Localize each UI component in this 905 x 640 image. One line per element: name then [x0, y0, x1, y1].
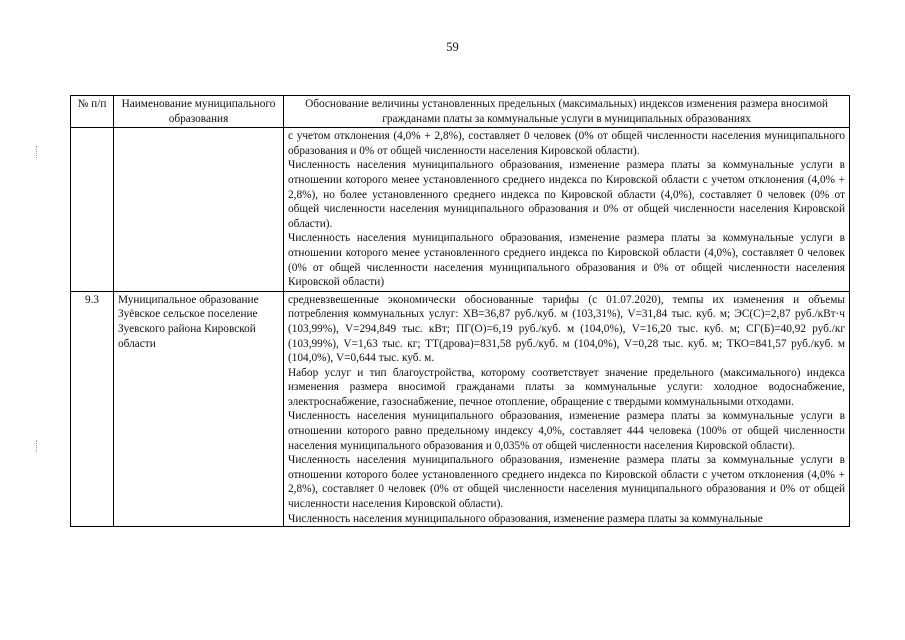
paragraph: Численность населения муниципального образования, изменение размера платы за коммунальные — [288, 512, 763, 525]
municipality-name — [114, 128, 284, 292]
scan-margin-mark-bottom — [36, 440, 38, 452]
table-row — [71, 128, 850, 292]
paragraph: Численность населения муниципального образования, изменение размера платы за коммунальные услуги в отношении которого равно предельному индексу 4,0%, составляет 444 человека (100% от общей численности населения муниципального образования и 0,035% от общей численности населения Кировской области). — [288, 410, 845, 452]
municipality-name: Муниципальное образование Зуёвское сельское поселение Зуевского района Кировской области — [114, 291, 284, 527]
header-justification: Обоснование величины установленных предельных (максимальных) индексов изменения размера вносимой гражданами платы за коммунальные услуги в муниципальных образованиях — [284, 96, 850, 128]
paragraph: Набор услуг и тип благоустройства, которому соответствует значение предельного (максимального) индекса изменения размера вносимой гражданами платы за коммунальные услуги: холодное водоснабжение, электроснабжение, газоснабжение, печное отопление, обращение с твердыми коммунальными отходами. — [288, 366, 845, 408]
justification-cell — [284, 128, 850, 292]
header-municipality-name: Наименование муниципального образования — [114, 96, 284, 128]
paragraph: средневзвешенные экономически обоснованные тарифы (с 01.07.2020), темпы их изменения и объемы потребления коммунальных услуг: ХВ=36,87 руб./куб. м (103,31%), V=31,84 тыс. куб. м; ЭС(С)=2,87 руб./кВт·ч (103,99%), V=294,849 тыс. кВт; ПГ(О)=6,19 руб./куб. м (104,0%), V=16,20 тыс. куб. м; СГ(Б)=40,92 руб./кг (103,99%), V=1,63 тыс. кг; ТТ(дрова)=831,58 руб./куб. м (104,0%), V=0,28 тыс. куб. м; ТКО=841,57 руб./куб. м (104,0%), V=0,644 тыс. куб. м. — [288, 293, 845, 365]
paragraph: Численность населения муниципального образования, изменение размера платы за коммунальные услуги в отношении которого менее установленного среднего индекса по Кировской области (4,0%), составляет 0 человек (0% от общей численности населения муниципального образования и 0% от общей численности населения Кировской области) — [288, 232, 845, 289]
header-number: № п/п — [71, 96, 114, 128]
justification-table — [70, 95, 850, 527]
row-number — [71, 128, 114, 292]
paragraph: Численность населения муниципального образования, изменение размера платы за коммунальные услуги в отношении которого менее установленного среднего индекса по Кировской области с учетом отклонения (4,0% + 2,8%), но более установленного среднего индекса по Кировской области (4,0%), составляет 0 человек (0% от общей численности населения муниципального образования и 0% от общей численности населения Кировской области). — [288, 159, 845, 230]
justification-cell — [284, 291, 850, 527]
table-row — [71, 291, 850, 527]
row-number: 9.3 — [71, 291, 114, 527]
table-header-row — [71, 96, 850, 128]
paragraph: Численность населения муниципального образования, изменение размера платы за коммунальные услуги в отношении которого более установленного среднего индекса по Кировской области с учетом отклонения (4,0% + 2,8%), составляет 0 человек (0% от общей численности населения муниципального образования и 0% от общей численности населения Кировской области). — [288, 454, 845, 511]
page-number: 59 — [446, 40, 459, 54]
paragraph: с учетом отклонения (4,0% + 2,8%), составляет 0 человек (0% от общей численности населения муниципального образования и 0% от общей численности населения Кировской области). — [288, 130, 845, 157]
scan-margin-mark-top — [36, 146, 38, 158]
